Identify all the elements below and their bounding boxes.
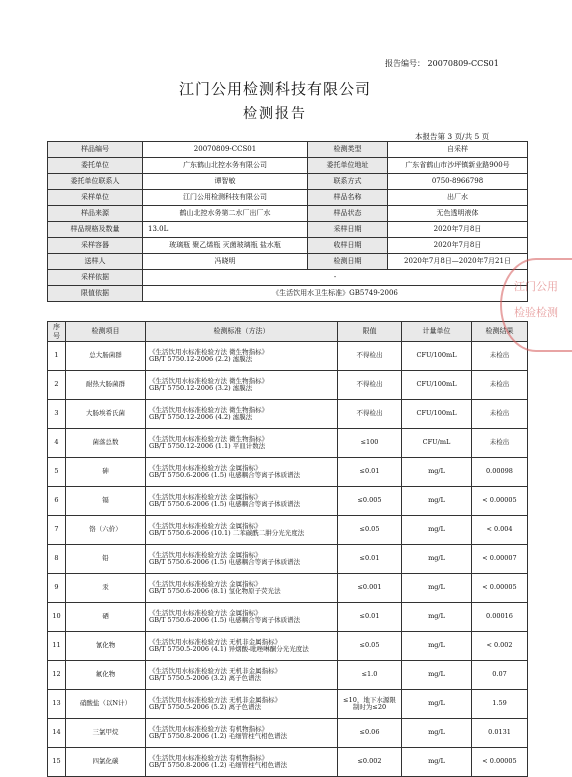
client-address-value: 广东省鹤山市沙坪镇新业路900号 xyxy=(388,158,528,174)
table-row xyxy=(48,458,528,487)
state-label: 样品状态 xyxy=(308,206,388,222)
sample-type-value: 自采样 xyxy=(388,142,528,158)
info-row xyxy=(48,206,528,222)
row-limit: ≤1.0 xyxy=(338,661,402,690)
standard-line-1: 《生活饮用水标准检验方法 金属指标》 xyxy=(149,608,262,617)
info-row xyxy=(48,158,528,174)
table-row xyxy=(48,371,528,400)
row-unit: mg/L xyxy=(402,574,472,603)
standard-line-2: GB/T 5750.12-2006 (3.2) 滤膜法 xyxy=(149,384,253,392)
client-address-label: 委托单位地址 xyxy=(308,158,388,174)
row-item: 菌落总数 xyxy=(66,429,146,458)
row-standard xyxy=(146,661,338,690)
row-standard xyxy=(146,719,338,748)
row-limit: ≤100 xyxy=(338,429,402,458)
table-row xyxy=(48,342,528,371)
row-number: 4 xyxy=(48,429,66,458)
standard-line-1: 《生活饮用水标准检验方法 金属指标》 xyxy=(149,463,262,472)
row-unit: mg/L xyxy=(402,748,472,777)
row-item: 耐热大肠菌群 xyxy=(66,371,146,400)
standard-line-1: 《生活饮用水标准检验方法 微生物指标》 xyxy=(149,405,269,414)
row-item: 铅 xyxy=(66,545,146,574)
standard-line-1: 《生活饮用水标准检验方法 微生物指标》 xyxy=(149,347,269,356)
standard-line-1: 《生活饮用水标准检验方法 无机非金属指标》 xyxy=(149,695,282,704)
standard-line-1: 《生活饮用水标准检验方法 金属指标》 xyxy=(149,550,262,559)
row-number: 14 xyxy=(48,719,66,748)
info-row xyxy=(48,174,528,190)
info-row xyxy=(48,254,528,270)
row-item: 大肠埃希氏菌 xyxy=(66,400,146,429)
row-unit: CFU/mL xyxy=(402,429,472,458)
test-date-label: 检测日期 xyxy=(308,254,388,270)
row-unit: CFU/100mL xyxy=(402,342,472,371)
row-result: < 0.00005 xyxy=(472,748,528,777)
row-standard xyxy=(146,690,338,719)
info-row xyxy=(48,142,528,158)
spec-label: 样品规格及数量 xyxy=(48,222,143,238)
limit-value: 《生活饮用水卫生标准》GB5749-2006 xyxy=(143,286,528,302)
row-result: < 0.00007 xyxy=(472,545,528,574)
row-item: 镉 xyxy=(66,487,146,516)
seal-text-1: 江门公用 xyxy=(514,280,558,293)
standard-line-1: 《生活饮用水标准检验方法 无机非金属指标》 xyxy=(149,637,282,646)
standard-line-2: GB/T 5750.6-2006 (1.5) 电感耦合等离子体质谱法 xyxy=(149,471,301,479)
row-item: 硝酸盐（以N计） xyxy=(66,690,146,719)
row-number: 5 xyxy=(48,458,66,487)
document-title: 检测报告 xyxy=(243,106,307,122)
standard-line-2: GB/T 5750.12-2006 (4.2) 滤膜法 xyxy=(149,413,253,421)
row-limit: 不得检出 xyxy=(338,342,402,371)
row-standard xyxy=(146,371,338,400)
report-number: 报告编号： 20070809-CCS01 xyxy=(385,59,499,68)
contact-label: 委托单位联系人 xyxy=(48,174,143,190)
row-result: 0.0131 xyxy=(472,719,528,748)
row-number: 10 xyxy=(48,603,66,632)
standard-line-2: GB/T 5750.8-2006 (1.2) 毛细管柱气相色谱法 xyxy=(149,761,288,769)
row-item: 三氯甲烷 xyxy=(66,719,146,748)
state-value: 无色透明液体 xyxy=(388,206,528,222)
row-number: 1 xyxy=(48,342,66,371)
standard-line-2: GB/T 5750.5-2006 (5.2) 离子色谱法 xyxy=(149,703,262,711)
row-number: 7 xyxy=(48,516,66,545)
page-info: 本报告第 3 页/共 5 页 xyxy=(415,132,490,141)
standard-line-1: 《生活饮用水标准检验方法 有机物指标》 xyxy=(149,724,269,733)
sampler-value: 江门公用检测科技有限公司 xyxy=(143,190,308,206)
row-limit: 不得检出 xyxy=(338,371,402,400)
info-row xyxy=(48,190,528,206)
client-label: 委托单位 xyxy=(48,158,143,174)
standard-line-1: 《生活饮用水标准检验方法 金属指标》 xyxy=(149,579,262,588)
standard-line-2: GB/T 5750.6-2006 (1.5) 电感耦合等离子体质谱法 xyxy=(149,500,301,508)
row-unit: mg/L xyxy=(402,603,472,632)
row-item: 四氯化碳 xyxy=(66,748,146,777)
standard-line-2: GB/T 5750.8-2006 (1.2) 毛细管柱气相色谱法 xyxy=(149,732,288,740)
contact-value: 谭智敏 xyxy=(143,174,308,190)
standard-line-2: GB/T 5750.12-2006 (2.2) 滤膜法 xyxy=(149,355,253,363)
row-limit: ≤0.01 xyxy=(338,603,402,632)
spec-value: 13.0L xyxy=(143,222,308,238)
row-unit: mg/L xyxy=(402,458,472,487)
sampler-label: 采样单位 xyxy=(48,190,143,206)
row-limit: ≤10，地下水源限制时为≤20 xyxy=(338,690,402,719)
row-unit: CFU/100mL xyxy=(402,371,472,400)
row-number: 13 xyxy=(48,690,66,719)
sample-name-label: 样品名称 xyxy=(308,190,388,206)
standard-line-1: 《生活饮用水标准检验方法 有机物指标》 xyxy=(149,753,269,762)
row-limit: ≤0.05 xyxy=(338,516,402,545)
sample-no-value: 20070809-CCS01 xyxy=(143,142,308,158)
row-result: 0.00098 xyxy=(472,458,528,487)
sample-info-table xyxy=(47,141,528,302)
row-result: < 0.00005 xyxy=(472,574,528,603)
row-number: 15 xyxy=(48,748,66,777)
standard-line-1: 《生活饮用水标准检验方法 金属指标》 xyxy=(149,492,262,501)
receive-date-value: 2020年7月8日 xyxy=(388,238,528,254)
company-name: 江门公用检测科技有限公司 xyxy=(178,80,371,98)
sample-no-label: 样品编号 xyxy=(48,142,143,158)
standard-line-1: 《生活饮用水标准检验方法 微生物指标》 xyxy=(149,376,269,385)
row-result: < 0.00005 xyxy=(472,487,528,516)
row-standard xyxy=(146,458,338,487)
receive-date-label: 收样日期 xyxy=(308,238,388,254)
sample-date-value: 2020年7月8日 xyxy=(388,222,528,238)
row-result: 未检出 xyxy=(472,429,528,458)
row-result: 1.59 xyxy=(472,690,528,719)
source-label: 样品来源 xyxy=(48,206,143,222)
limit-label: 限值依据 xyxy=(48,286,143,302)
basis-value: - xyxy=(143,270,528,286)
row-standard xyxy=(146,487,338,516)
row-number: 11 xyxy=(48,632,66,661)
container-value: 玻璃瓶 聚乙烯瓶 灭菌玻璃瓶 盐水瓶 xyxy=(143,238,308,254)
table-row xyxy=(48,574,528,603)
info-row xyxy=(48,222,528,238)
sample-date-label: 采样日期 xyxy=(308,222,388,238)
standard-line-2: GB/T 5750.5-2006 (3.2) 离子色谱法 xyxy=(149,674,262,682)
row-result: 0.07 xyxy=(472,661,528,690)
row-limit: ≤0.01 xyxy=(338,545,402,574)
row-item: 总大肠菌群 xyxy=(66,342,146,371)
row-limit: ≤0.005 xyxy=(338,487,402,516)
col-header-no: 序号 xyxy=(48,322,66,342)
row-number: 2 xyxy=(48,371,66,400)
row-item: 铬（六价） xyxy=(66,516,146,545)
standard-line-2: GB/T 5750.6-2006 (1.5) 电感耦合等离子体质谱法 xyxy=(149,616,301,624)
row-standard xyxy=(146,632,338,661)
standard-line-1: 《生活饮用水标准检验方法 金属指标》 xyxy=(149,521,262,530)
row-unit: mg/L xyxy=(402,516,472,545)
standard-line-2: GB/T 5750.6-2006 (1.5) 电感耦合等离子体质谱法 xyxy=(149,558,301,566)
row-limit: ≤0.06 xyxy=(338,719,402,748)
row-result: < 0.002 xyxy=(472,632,528,661)
row-unit: mg/L xyxy=(402,661,472,690)
deliverer-value: 冯晓明 xyxy=(143,254,308,270)
row-number: 12 xyxy=(48,661,66,690)
table-row xyxy=(48,748,528,777)
row-unit: mg/L xyxy=(402,632,472,661)
source-value: 鹤山北控水务第二水厂出厂水 xyxy=(143,206,308,222)
info-row xyxy=(48,270,528,286)
standard-line-2: GB/T 5750.12-2006 (1.1) 平皿计数法 xyxy=(149,442,266,450)
row-unit: mg/L xyxy=(402,690,472,719)
table-row xyxy=(48,487,528,516)
phone-label: 联系方式 xyxy=(308,174,388,190)
row-limit: ≤0.001 xyxy=(338,574,402,603)
row-number: 3 xyxy=(48,400,66,429)
row-result: 0.00016 xyxy=(472,603,528,632)
client-value: 广东鹤山北控水务有限公司 xyxy=(143,158,308,174)
row-standard xyxy=(146,429,338,458)
info-row xyxy=(48,238,528,254)
row-item: 氰化物 xyxy=(66,632,146,661)
col-header-unit: 计量单位 xyxy=(402,322,472,342)
results-header-row xyxy=(48,322,528,342)
row-standard xyxy=(146,342,338,371)
table-row xyxy=(48,400,528,429)
row-result: 未检出 xyxy=(472,371,528,400)
row-result: 未检出 xyxy=(472,400,528,429)
row-item: 氟化物 xyxy=(66,661,146,690)
test-date-value: 2020年7月8日—2020年7月21日 xyxy=(388,254,528,270)
table-row xyxy=(48,429,528,458)
phone-value: 0750-8966798 xyxy=(388,174,528,190)
row-number: 6 xyxy=(48,487,66,516)
row-number: 8 xyxy=(48,545,66,574)
row-limit: ≤0.002 xyxy=(338,748,402,777)
col-header-item: 检测项目 xyxy=(66,322,146,342)
basis-label: 采样依据 xyxy=(48,270,143,286)
row-standard xyxy=(146,603,338,632)
row-result: 未检出 xyxy=(472,342,528,371)
company-seal xyxy=(500,258,572,352)
deliverer-label: 送样人 xyxy=(48,254,143,270)
row-unit: CFU/100mL xyxy=(402,400,472,429)
table-row xyxy=(48,690,528,719)
seal-text-2: 检验检测 xyxy=(514,306,558,319)
results-table xyxy=(47,321,528,777)
row-limit: 不得检出 xyxy=(338,400,402,429)
row-number: 9 xyxy=(48,574,66,603)
row-limit: ≤0.01 xyxy=(338,458,402,487)
col-header-standard: 检测标准（方法） xyxy=(146,322,338,342)
row-item: 硒 xyxy=(66,603,146,632)
row-limit: ≤0.05 xyxy=(338,632,402,661)
sample-name-value: 出厂水 xyxy=(388,190,528,206)
row-item: 汞 xyxy=(66,574,146,603)
table-row xyxy=(48,545,528,574)
standard-line-1: 《生活饮用水标准检验方法 无机非金属指标》 xyxy=(149,666,282,675)
row-standard xyxy=(146,400,338,429)
col-header-result: 检测结果 xyxy=(472,322,528,342)
row-unit: mg/L xyxy=(402,487,472,516)
row-standard xyxy=(146,545,338,574)
table-row xyxy=(48,661,528,690)
container-label: 采样容器 xyxy=(48,238,143,254)
row-unit: mg/L xyxy=(402,545,472,574)
row-item: 砷 xyxy=(66,458,146,487)
standard-line-2: GB/T 5750.5-2006 (4.1) 异烟酸-吡唑啉酮分光光度法 xyxy=(149,645,309,653)
table-row xyxy=(48,719,528,748)
row-result: < 0.004 xyxy=(472,516,528,545)
info-row xyxy=(48,286,528,302)
standard-line-1: 《生活饮用水标准检验方法 微生物指标》 xyxy=(149,434,269,443)
table-row xyxy=(48,516,528,545)
col-header-limit: 限值 xyxy=(338,322,402,342)
row-unit: mg/L xyxy=(402,719,472,748)
standard-line-2: GB/T 5750.6-2006 (8.1) 氢化物原子荧光法 xyxy=(149,587,281,595)
table-row xyxy=(48,603,528,632)
table-row xyxy=(48,632,528,661)
row-standard xyxy=(146,574,338,603)
row-standard xyxy=(146,748,338,777)
standard-line-2: GB/T 5750.6-2006 (10.1) 二苯碳酰二肼分光光度法 xyxy=(149,529,305,537)
sample-type-label: 检测类型 xyxy=(308,142,388,158)
row-standard xyxy=(146,516,338,545)
